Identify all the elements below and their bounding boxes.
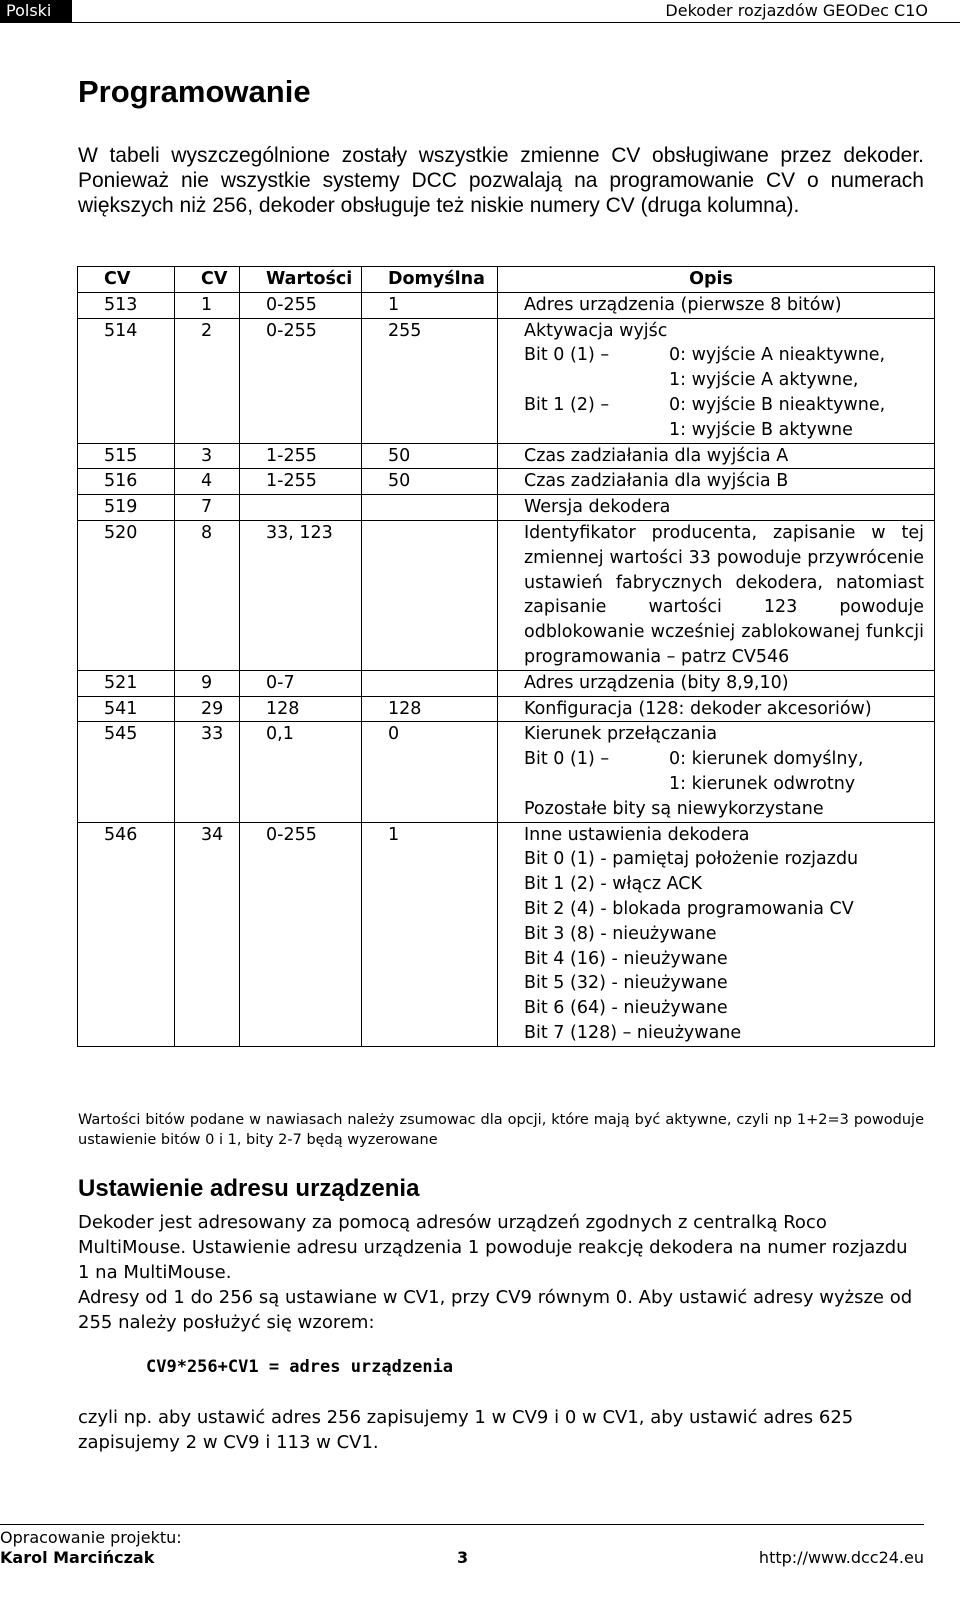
table-row [78,318,935,443]
cell-default: 1 [362,822,498,1046]
cell-values: 33, 123 [240,520,362,670]
footer-url: http://www.dcc24.eu [758,1548,924,1567]
description-line: Bit 4 (16) - nieużywane [524,948,728,969]
bit-label: Bit 0 (1) – [524,749,610,770]
description-line: Czas zadziałania dla wyjścia B [524,471,789,492]
table-row [78,292,935,318]
cell-cv-low: 7 [175,495,240,521]
description-line: Bit 2 (4) - blokada programowania CV [524,898,854,919]
cell-default [362,495,498,521]
table-row [78,520,935,670]
description-line: Bit 5 (32) - nieużywane [524,973,728,994]
bit-state: 1: wyjście B aktywne [669,419,853,440]
table-row [78,469,935,495]
cell-default: 50 [362,443,498,469]
cell-cv-low: 3 [175,443,240,469]
description-line: Bit 7 (128) – nieużywane [524,1022,742,1043]
description-line: Bit 0 (1) - pamiętaj położenie rozjazdu [524,849,859,870]
cell-cv-low: 1 [175,292,240,318]
bit-row [524,343,924,368]
bit-label [524,368,669,393]
cell-values [240,495,362,521]
page-footer [0,1520,960,1605]
bit-label: Bit 0 (1) – [524,345,610,366]
description-block: Identyfikator producenta, zapisanie w tej zmiennej wartości 33 powoduje przywrócenie ustawień fabrycznych dekodera, natomiast zapisanie wartości 123 powoduje odblokowanie wcześniej zablokowanej funkcji programowania – patrz CV546 [524,522,924,667]
cell-description [498,495,935,521]
table-header-row [78,267,935,293]
table-row [78,670,935,696]
cell-description [498,318,935,443]
table-row [78,822,935,1046]
cell-cv-low: 4 [175,469,240,495]
cell-cv-low: 33 [175,722,240,822]
bit-row [524,747,924,772]
bit-values-note: Wartości bitów podane w nawiasach należy zsumowac dla opcji, które mają być aktywne, czyli np 1+2=3 powoduje ustawienie bitów 0 i 1, bity 2-7 będą wyzerowane [78,1112,924,1148]
column-header-cv-low: CV [175,267,240,293]
bit-state: 0: wyjście B nieaktywne, [669,394,886,415]
cell-cv: 519 [78,495,175,521]
cell-values: 0-7 [240,670,362,696]
description-line: Adres urządzenia (pierwsze 8 bitów) [524,294,842,315]
address-paragraph-line: Dekoder jest adresowany za pomocą adresów urządzeń zgodnych z centralką Roco MultiMouse. Ustawienie adresu urządzenia 1 powoduje reakcję dekodera na numer rozjazdu 1 na MultiMouse. [78,1212,908,1283]
description-line: Czas zadziałania dla wyjścia A [524,445,789,466]
description-line: Pozostałe bity są niewykorzystane [524,798,824,819]
cell-cv-low: 29 [175,696,240,722]
table-row [78,443,935,469]
description-title: Aktywacja wyjśc [524,320,668,341]
bit-state: 1: kierunek odwrotny [669,773,856,794]
cell-description [498,696,935,722]
description-line: Wersja dekodera [524,497,671,518]
page-number: 3 [457,1548,469,1567]
description-block: Konfiguracja (128: dekoder akcesoriów) [524,698,872,719]
footer-author: Karol Marcińczak [0,1548,155,1567]
cell-default [362,670,498,696]
footer-rule [0,1524,924,1525]
intro-paragraph: W tabeli wyszczególnione zostały wszystkie zmienne CV obsługiwane przez dekoder. Ponieważ nie wszystkie systemy DCC pozwalają na programowanie CV o numerach większych niż 256, dekoder obsługuje też niskie numery CV (druga kolumna). [78,144,924,217]
example-paragraph: czyli np. aby ustawić adres 256 zapisujemy 1 w CV9 i 0 w CV1, aby ustawić adres 625 zapisujemy 2 w CV9 i 113 w CV1. [78,1407,854,1453]
cell-description [498,469,935,495]
bit-label [524,418,669,443]
cell-default [362,520,498,670]
cell-cv: 521 [78,670,175,696]
cell-cv: 515 [78,443,175,469]
document-title: Dekoder rozjazdów GEODec C1O [665,1,928,20]
cell-values: 0-255 [240,292,362,318]
cell-default: 255 [362,318,498,443]
column-header-cv: CV [78,267,175,293]
table-row [78,495,935,521]
cell-values: 1-255 [240,469,362,495]
description-line: Bit 6 (64) - nieużywane [524,998,728,1019]
cell-default: 50 [362,469,498,495]
bit-row [524,418,924,443]
address-paragraph-line: Adresy od 1 do 256 są ustawiane w CV1, przy CV9 równym 0. Aby ustawić adresy wyższe od 255 należy posłużyć się wzorem: [78,1287,913,1333]
description-line: Bit 3 (8) - nieużywane [524,923,717,944]
cell-description [498,292,935,318]
header-rule [0,22,960,23]
page-header [0,0,960,26]
footer-label: Opracowanie projektu: [0,1528,182,1547]
cell-cv-low: 2 [175,318,240,443]
cell-default: 1 [362,292,498,318]
cell-cv: 541 [78,696,175,722]
bit-state: 1: wyjście A aktywne, [669,370,859,391]
cell-cv: 520 [78,520,175,670]
cell-cv: 545 [78,722,175,822]
cell-description [498,520,935,670]
cell-values: 128 [240,696,362,722]
description-line: Inne ustawienia dekodera [524,824,750,845]
cell-cv: 516 [78,469,175,495]
bit-row [524,393,924,418]
bit-state: 0: kierunek domyślny, [669,749,864,770]
cell-description [498,722,935,822]
cell-default: 0 [362,722,498,822]
cell-cv: 546 [78,822,175,1046]
cell-cv: 513 [78,292,175,318]
table-row [78,722,935,822]
address-paragraph [78,1210,924,1335]
bit-label: Bit 1 (2) – [524,394,610,415]
cell-description [498,822,935,1046]
column-header-description: Opis [498,267,935,293]
cell-cv-low: 34 [175,822,240,1046]
cell-cv-low: 8 [175,520,240,670]
cell-cv: 514 [78,318,175,443]
column-header-default: Domyślna [362,267,498,293]
address-formula: CV9*256+CV1 = adres urządzenia [146,1357,454,1377]
bit-label [524,772,669,797]
cell-default: 128 [362,696,498,722]
column-header-values: Wartości [240,267,362,293]
bit-state: 0: wyjście A nieaktywne, [669,345,886,366]
section-title: Programowanie [78,74,311,109]
cell-values: 0-255 [240,822,362,1046]
cell-values: 0-255 [240,318,362,443]
cell-description [498,443,935,469]
cell-description [498,670,935,696]
language-tag: Polski [0,0,72,22]
subsection-title: Ustawienie adresu urządzenia [78,1175,420,1202]
cell-values: 1-255 [240,443,362,469]
cv-table [77,266,935,1047]
table-row [78,696,935,722]
description-line: Bit 1 (2) - włącz ACK [524,874,702,895]
bit-row [524,772,924,797]
bit-row [524,368,924,393]
cell-values: 0,1 [240,722,362,822]
cell-cv-low: 9 [175,670,240,696]
description-line: Adres urządzenia (bity 8,9,10) [524,672,789,693]
description-title: Kierunek przełączania [524,724,718,745]
